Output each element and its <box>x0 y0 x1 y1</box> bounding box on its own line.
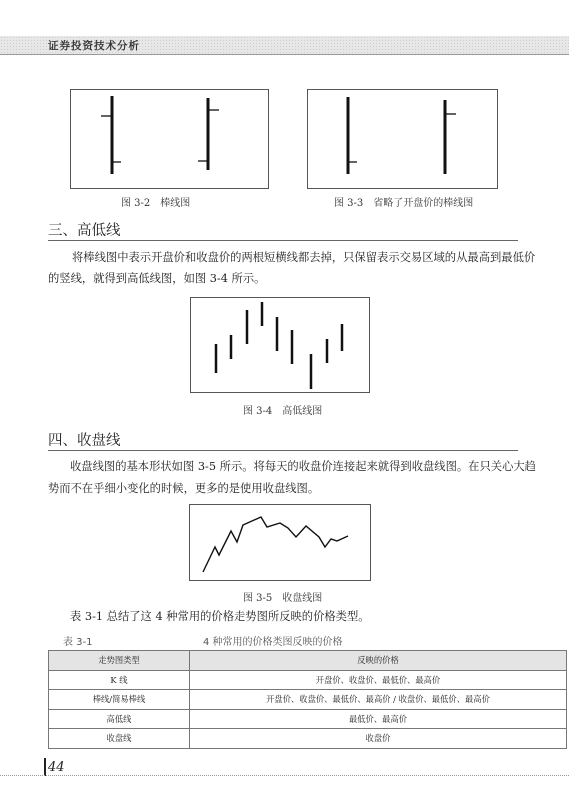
table-row <box>49 670 567 690</box>
paragraph-line: 的竖线，就得到高低线图，如图 3-4 所示。 <box>48 272 266 285</box>
table-cell: 收盘价 <box>190 729 567 749</box>
figure-3-4-caption: 图 3-4 高低线图 <box>243 406 323 417</box>
table-cell: 最低价、最高价 <box>190 709 567 729</box>
figure-3-2-box <box>70 89 269 189</box>
figure-3-4-box <box>190 297 370 393</box>
section-rule-4 <box>48 450 518 451</box>
table-cell: 高低线 <box>49 709 190 729</box>
bar-chart-illustration <box>71 90 268 188</box>
table-intro: 表 3-1 总结了这 4 种常用的价格走势图所反映的价格类型。 <box>70 610 370 623</box>
footer-rule <box>0 775 569 776</box>
close-line-chart-illustration <box>190 505 370 580</box>
price-type-table <box>48 650 567 749</box>
table-header-cell: 反映的价格 <box>190 651 567 671</box>
paragraph-line: 势而不在乎细小变化的时候，更多的是使用收盘线图。 <box>48 482 320 495</box>
table-cell: 开盘价、收盘价、最低价、最高价 <box>190 670 567 690</box>
figure-3-3-caption: 图 3-3 省略了开盘价的棒线图 <box>334 198 474 209</box>
figure-3-5-caption: 图 3-5 收盘线图 <box>243 593 323 604</box>
paragraph-line: 收盘线图的基本形状如图 3-5 所示。将每天的收盘价连接起来就得到收盘线图。在只关心大趋 <box>70 460 536 473</box>
figure-3-5-box <box>189 504 371 581</box>
bar-chart-no-open-illustration <box>308 90 497 188</box>
table-title: 4 种常用的价格类图反映的价格 <box>203 637 343 648</box>
page-marker <box>44 758 46 776</box>
table-row <box>49 729 567 749</box>
section-title-4: 四、收盘线 <box>48 433 121 449</box>
table-cell: 棒线/简易棒线 <box>49 690 190 710</box>
paragraph-line: 将棒线图中表示开盘价和收盘价的两根短横线都去掉，只保留表示交易区域的从最高到最低价 <box>72 251 536 264</box>
table-number: 表 3-1 <box>63 637 93 648</box>
figure-3-2-caption: 图 3-2 棒线图 <box>121 198 191 209</box>
section-title-3: 三、高低线 <box>48 223 121 239</box>
table-cell: K 线 <box>49 670 190 690</box>
table-cell: 开盘价、收盘价、最低价、最高价 / 收盘价、最低价、最高价 <box>190 690 567 710</box>
section-rule-3 <box>48 240 518 241</box>
table-row <box>49 690 567 710</box>
running-header: 证券投资技术分析 <box>48 40 140 52</box>
table-row <box>49 709 567 729</box>
table-cell: 收盘线 <box>49 729 190 749</box>
page-number: 44 <box>48 760 65 775</box>
table-header-row <box>49 651 567 671</box>
high-low-chart-illustration <box>191 298 369 392</box>
table-header-cell: 走势图类型 <box>49 651 190 671</box>
header-rule <box>0 54 569 55</box>
figure-3-3-box <box>307 89 498 189</box>
